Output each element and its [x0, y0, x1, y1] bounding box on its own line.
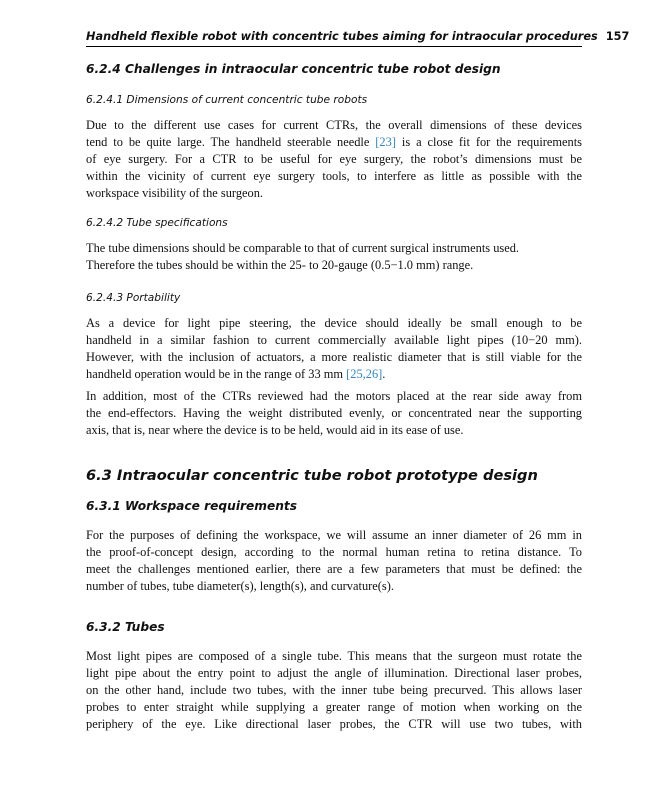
paragraph-portability — [86, 315, 582, 383]
heading-6-2-4-3: 6.2.4.3 Portability — [86, 292, 181, 304]
text-line: axis, that is, near where the device is to be held, would aid in its ease of use. — [86, 423, 464, 437]
text-line: meet the challenges mentioned earlier, there are a few parameters that must be defined: the — [86, 562, 582, 576]
text-line: As a device for light pipe steering, the device should ideally be small enough to be — [86, 316, 582, 330]
text-line: handheld in a similar fashion to current commercially available light pipes (10−20 mm). — [86, 333, 582, 347]
paragraph-dimensions — [86, 117, 582, 202]
text-line: number of tubes, tube diameter(s), length(s), and curvature(s). — [86, 579, 394, 593]
paragraph-workspace — [86, 527, 582, 595]
text-line: Therefore the tubes should be within the 25- to 20-gauge (0.5−1.0 mm) range. — [86, 258, 474, 272]
paragraph-tubes — [86, 648, 582, 733]
running-title: Handheld flexible robot with concentric tubes aiming for intraocular procedures — [86, 30, 598, 43]
text-line: For the purposes of defining the workspace, we will assume an inner diameter of 26 mm in — [86, 528, 582, 542]
heading-6-2-4-1: 6.2.4.1 Dimensions of current concentric tube robots — [86, 94, 368, 106]
text-line: light pipe about the entry point to adjust the angle of illumination. Directional laser probes, — [86, 666, 582, 680]
text-line: the end-effectors. Having the weight distributed evenly, or concentrated near the supporting — [86, 406, 582, 420]
text-line: of eye surgery. For a CTR to be useful for eye surgery, the robot’s dimensions must be — [86, 152, 582, 166]
running-head — [86, 30, 630, 47]
page-number: 157 — [605, 30, 630, 43]
text-line: tend to be quite large. The handheld steerable needle [23] is a close fit for the requirements — [86, 135, 582, 149]
heading-6-2-4-2: 6.2.4.2 Tube specifications — [86, 217, 228, 229]
text-line: However, with the inclusion of actuators, a more realistic diameter that is still viable for the — [86, 350, 582, 364]
citation-link[interactable]: [25,26] — [346, 367, 383, 381]
heading-6-3-2: 6.3.2 Tubes — [86, 620, 165, 634]
heading-6-3: 6.3 Intraocular concentric tube robot prototype design — [86, 467, 538, 484]
heading-6-3-1: 6.3.1 Workspace requirements — [86, 499, 297, 513]
paragraph-tube-specs — [86, 240, 582, 274]
text-line: workspace visibility of the surgeon. — [86, 186, 263, 200]
text-line: within the vicinity of current eye surgery tools, to interfere as little as possible with the — [86, 169, 582, 183]
text-line: Most light pipes are composed of a single tube. This means that the surgeon must rotate the — [86, 649, 582, 663]
text-line: The tube dimensions should be comparable to that of current surgical instruments used. — [86, 241, 520, 255]
text-line: handheld operation would be in the range of 33 mm [25,26]. — [86, 367, 386, 381]
paragraph-motor-placement — [86, 388, 582, 439]
text-line: periphery of the eye. Like directional laser probes, the CTR will use two tubes, with — [86, 717, 582, 731]
text-line: the proof-of-concept design, according to the normal human retina to retina distance. To — [86, 545, 582, 559]
text-line: on the other hand, include two tubes, with the inner tube being precurved. This allows laser — [86, 683, 582, 697]
heading-6-2-4: 6.2.4 Challenges in intraocular concentric tube robot design — [86, 62, 501, 76]
text-line: In addition, most of the CTRs reviewed had the motors placed at the rear side away from — [86, 389, 582, 403]
text-line: Due to the different use cases for current CTRs, the overall dimensions of these devices — [86, 118, 582, 132]
citation-link[interactable]: [23] — [375, 135, 396, 149]
text-line: probes to enter straight while supplying a greater range of motion when working on the — [86, 700, 582, 714]
